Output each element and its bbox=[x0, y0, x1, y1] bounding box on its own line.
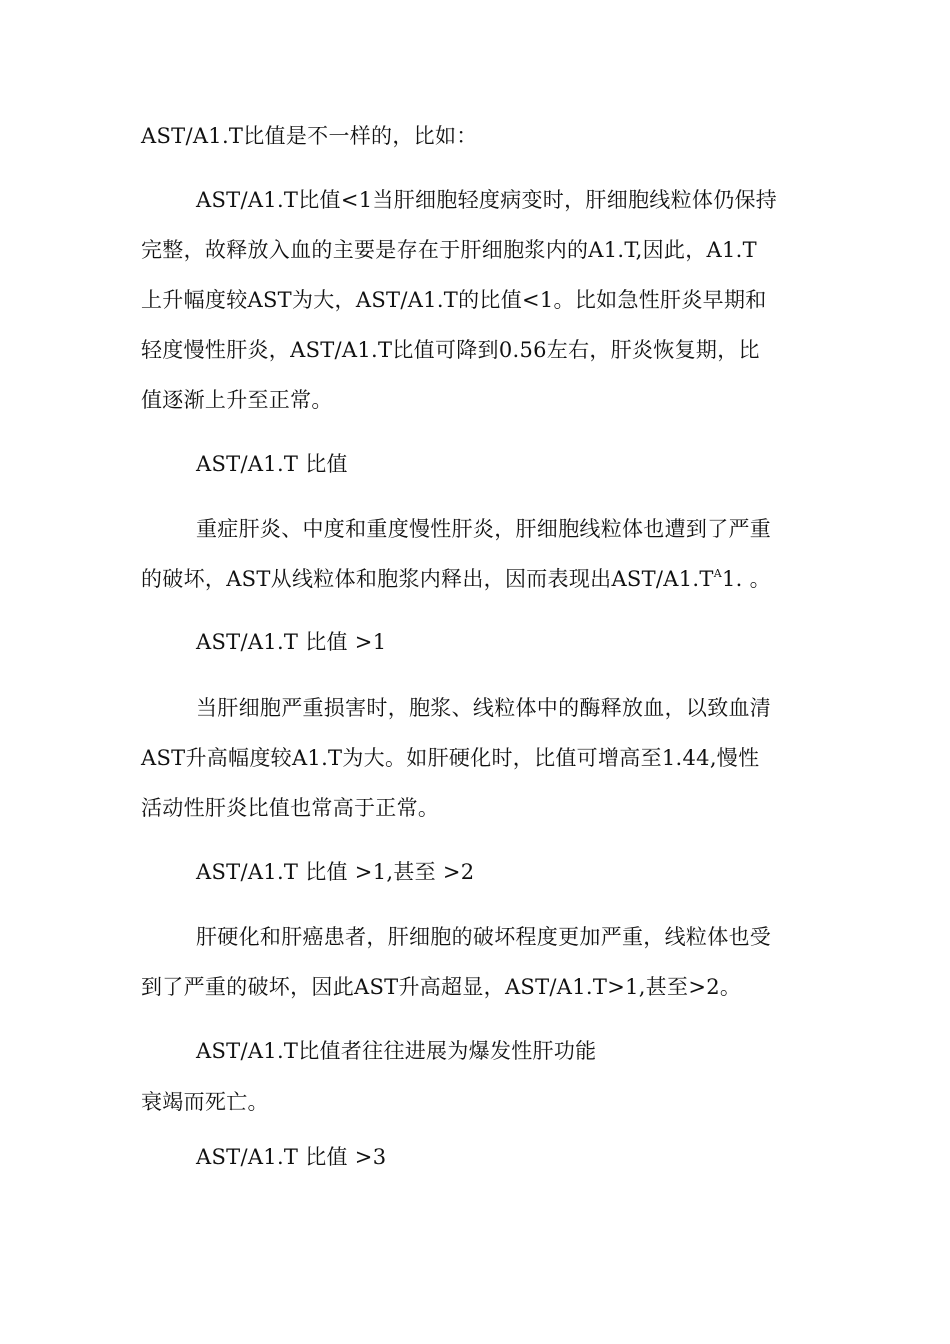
paragraph-line: 当肝细胞严重损害时，胞浆、线粒体中的酶释放血，以致血清 bbox=[196, 696, 772, 720]
paragraph-line: 衰竭而死亡。 bbox=[141, 1090, 269, 1114]
paragraph-line: 上升幅度较AST为大，AST/A1.T的比值<1。比如急性肝炎早期和 bbox=[141, 288, 767, 312]
paragraph-line: 轻度慢性肝炎，AST/A1.T比值可降到0.56左右，肝炎恢复期，比 bbox=[141, 338, 760, 362]
section-heading: AST/A1.T 比值 >3 bbox=[196, 1145, 387, 1169]
superscript-mark: A bbox=[713, 567, 722, 580]
paragraph-line: AST/A1.T比值是不一样的，比如： bbox=[141, 124, 478, 148]
paragraph-line: 肝硬化和肝癌患者，肝细胞的破坏程度更加严重，线粒体也受 bbox=[196, 925, 772, 949]
line-text: 的破坏，AST从线粒体和胞浆内释出，因而表现出AST/A1.T bbox=[141, 567, 714, 591]
paragraph-line: 完整，故释放入血的主要是存在于肝细胞浆内的A1.T,因此，A1.T bbox=[141, 238, 757, 262]
paragraph-line: 值逐渐上升至正常。 bbox=[141, 388, 333, 412]
paragraph-line-with-superscript bbox=[0, 564, 771, 594]
section-heading: AST/A1.T 比值 bbox=[196, 452, 348, 476]
paragraph-line: 活动性肝炎比值也常高于正常。 bbox=[141, 796, 440, 820]
paragraph-line: AST/A1.T比值者往往进展为爆发性肝功能 bbox=[196, 1039, 597, 1063]
line-text-tail: 1. 。 bbox=[721, 567, 771, 591]
paragraph-line: AST升高幅度较A1.T为大。如肝硬化时，比值可增高至1.44,慢性 bbox=[141, 746, 760, 770]
paragraph-line: 到了严重的破坏，因此AST升高超显，AST/A1.T>1,甚至>2。 bbox=[141, 975, 742, 999]
section-heading: AST/A1.T 比值 >1,甚至 >2 bbox=[196, 860, 475, 884]
paragraph-line: 重症肝炎、中度和重度慢性肝炎，肝细胞线粒体也遭到了严重 bbox=[196, 517, 772, 541]
section-heading: AST/A1.T 比值 >1 bbox=[196, 630, 387, 654]
paragraph-line: AST/A1.T比值<1当肝细胞轻度病变时，肝细胞线粒体仍保持 bbox=[196, 188, 778, 212]
